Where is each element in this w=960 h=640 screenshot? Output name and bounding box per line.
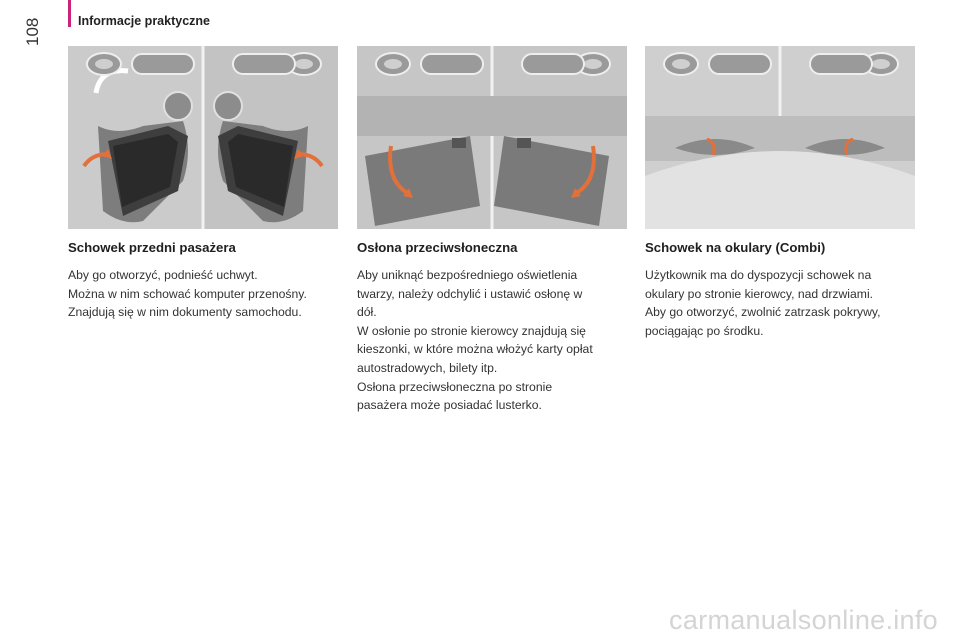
text-line: Można w nim schować komputer przenośny. — [68, 286, 307, 301]
watermark: carmanualsonline.info — [669, 605, 938, 635]
text-line: pociągając po środku. — [645, 323, 764, 338]
text-line: Osłona przeciwsłoneczna po stronie — [357, 379, 553, 394]
section-title: Osłona przeciwsłoneczna — [357, 240, 518, 255]
text-line: Aby go otworzyć, podnieść uchwyt. — [68, 268, 258, 282]
text-line: okulary po stronie kierowcy, nad drzwiami. — [645, 286, 874, 301]
section-title: Schowek na okulary (Combi) — [645, 240, 826, 255]
section-sun-visor — [357, 240, 629, 415]
sun-visor-illustration — [357, 46, 627, 229]
text-line: pasażera może posiadać lusterko. — [357, 398, 542, 413]
text-line: Aby go otworzyć, zwolnić zatrzask pokrywy, — [645, 305, 881, 320]
section-header: Informacje praktyczne — [78, 14, 210, 28]
page-number: 108 — [23, 17, 42, 46]
text-line: kieszonki, w które można włożyć karty opłat — [357, 342, 593, 357]
section-title: Schowek przedni pasażera — [68, 240, 236, 255]
glasses-holder-illustration — [645, 46, 915, 229]
text-line: Aby uniknąć bezpośredniego oświetlenia — [357, 268, 578, 282]
glovebox-illustration — [68, 46, 338, 229]
section-glovebox — [68, 240, 340, 322]
section-glasses-holder — [645, 240, 917, 340]
text-line: Użytkownik ma do dyspozycji schowek na — [645, 268, 872, 282]
text-line: Znajdują się w nim dokumenty samochodu. — [68, 305, 302, 320]
text-line: autostradowych, bilety itp. — [357, 360, 498, 375]
text-line: twarzy, należy odchylić i ustawić osłonę w — [357, 286, 583, 301]
text-line: W osłonie po stronie kierowcy znajdują się — [357, 323, 586, 338]
accent-bar — [68, 0, 71, 27]
text-line: dół. — [357, 305, 377, 320]
